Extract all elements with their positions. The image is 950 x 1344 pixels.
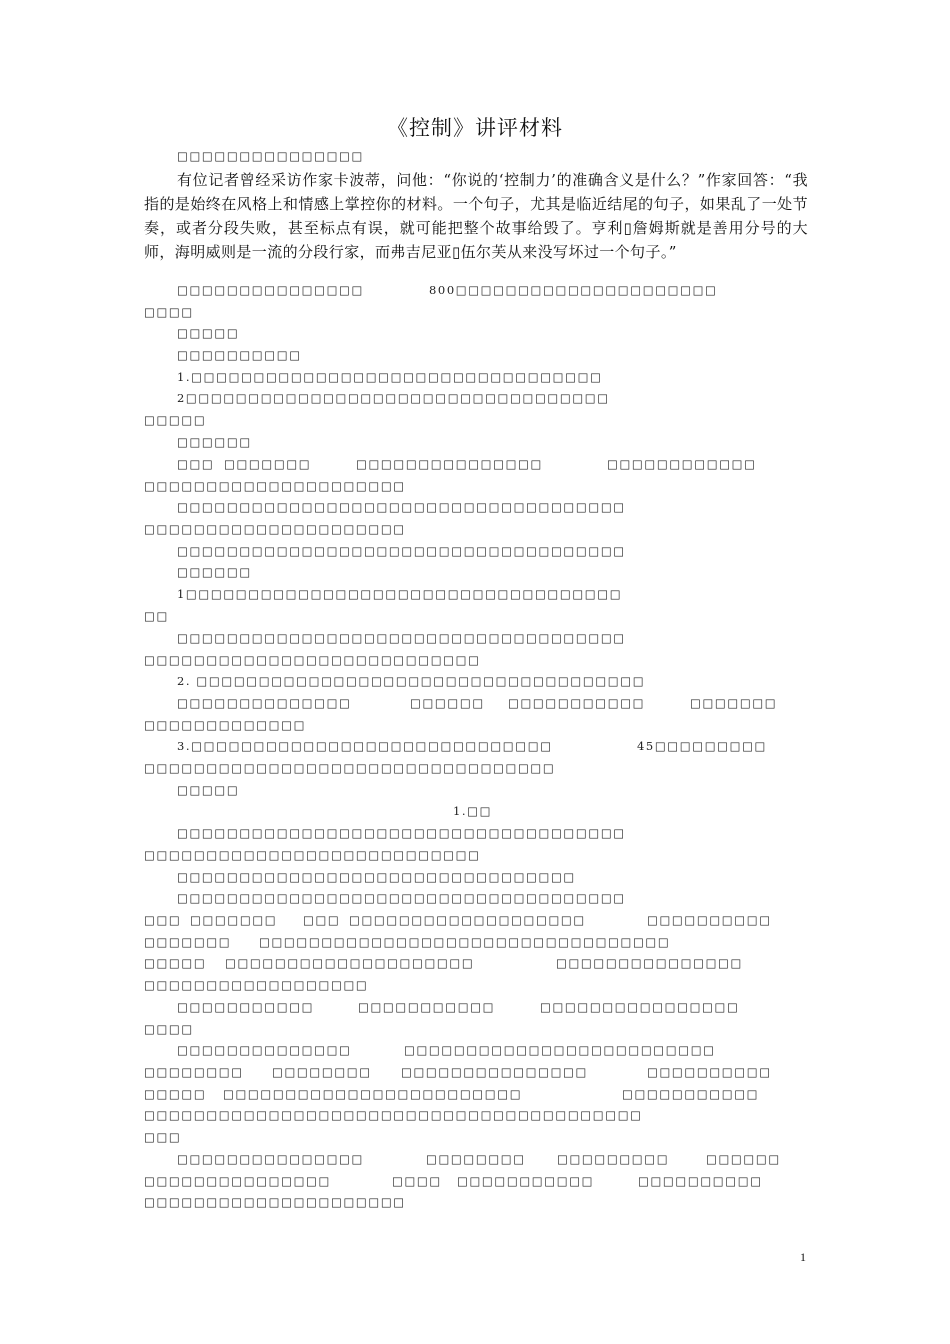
text-line: □□□□□□□□□□ <box>177 348 302 362</box>
text-line: □□□□□□□□□□□□□□□□□□□□□□□□□□□□□□□□□□□□ <box>177 826 626 840</box>
text-line: □□□□□ <box>177 326 240 340</box>
text-line: □□□□□□□□□□□□□□□ <box>556 956 743 970</box>
text-line: □□□□□□□ <box>190 913 278 927</box>
text-line: □□□□□□□□□□□□□□□□□□□□□□□□□□□□□□□□□□□□ <box>177 891 626 905</box>
text-line: □□□□□□□□□□□□□□□□□□□□□□□□□□□□□□□□□□□□ <box>177 500 626 514</box>
text-line: □□□□□□□□□□□□□□□□□□□□□ <box>144 522 406 536</box>
text-line: □□□□□□□□□□□□□□□ <box>356 457 543 471</box>
text-line: □□□□□ <box>144 1087 207 1101</box>
text-line: □□□□□□□ <box>144 935 232 949</box>
text-line: 1□□□□□□□□□□□□□□□□□□□□□□□□□□□□□□□□□□□ <box>177 587 623 601</box>
text-line: □□□□□□□□□□□□□□□□ <box>540 1000 740 1014</box>
text-line: □□□□□□□□□□□□□□□□□□□□ <box>225 956 475 970</box>
text-line: □□□□□□□□□□□ <box>177 1000 315 1014</box>
text-line: □□□□□□□□□□□□□□□□□□□□□□□□□□□□□□□□□□□□□□□□ <box>144 1108 643 1122</box>
text-line: □□□ <box>177 457 215 471</box>
text-line: □□□ <box>144 913 182 927</box>
text-line: □□□□□□□□□□□□□□□□□□□ <box>349 913 586 927</box>
text-line: □□□□□□ <box>177 565 252 579</box>
text-line: 800□□□□□□□□□□□□□□□□□□□□□ <box>429 283 718 297</box>
text-line: □□□□□□□□ <box>272 1065 372 1079</box>
text-line: □□□□□□□□□□□□□□□□□□□□□□□□□□□□□□□□□ <box>259 935 671 949</box>
text-line: □□□□□□□□□□□□□□□□□□ <box>144 978 369 992</box>
text-line: □□□□□□□□□□□ <box>508 696 646 710</box>
text-line: □□□□□ <box>177 783 240 797</box>
text-line: □□□□□□□□□□□□□□□ <box>144 1174 331 1188</box>
page-title: 《控制》讲评材料 <box>387 116 563 140</box>
text-line: □□□□□□□□□□□□□□□□□□□□□□□□□ <box>404 1043 716 1057</box>
text-line: 45□□□□□□□□□ <box>637 739 768 753</box>
text-line: □□□□□□ <box>410 696 485 710</box>
text-line: □□□□□□□□ <box>144 1065 244 1079</box>
text-line: □□□□□□□□□□□□□□□ <box>177 1152 364 1166</box>
text-line: □□□□□□ <box>177 435 252 449</box>
text-line: 3.□□□□□□□□□□□□□□□□□□□□□□□□□□□□□ <box>177 739 553 753</box>
text-line: □□□□□□□□□□□ <box>622 1087 760 1101</box>
text-line: □□□□□□□□□□□□□□□□□□□□□□□□□□□□□□□□ <box>177 870 576 884</box>
text-line: □□□□ <box>144 1022 194 1036</box>
quote-paragraph: 有位记者曾经采访作家卡波蒂，问他：“你说的‘控制力’的准确含义是什么？”作家回答：“我指的是始终在风格上和情感上掌控你的材料。一个句子，尤其是临近结尾的句子，如果乱了一处节奏，或者分段失败，甚至标点有误，就可能把整个故事给毁了。亨利▯詹姆斯就是善用分号的大师，海明威则是一流的分段行家，而弗吉尼亚▯伍尔芙从来没写坏过一个句子。” <box>144 171 808 261</box>
text-line: □□□ <box>144 1130 182 1144</box>
text-line: □□□□□□□ <box>690 696 778 710</box>
text-line: 2. □□□□□□□□□□□□□□□□□□□□□□□□□□□□□□□□□□□□ <box>177 674 646 688</box>
text-line: □□□□ <box>392 1174 442 1188</box>
text-line: □□□□□□□□□□ <box>638 1174 763 1188</box>
text-line: □□□□□□□□□□□□□□□□□□□□□□□□ <box>223 1087 523 1101</box>
text-line: □□□□□□□□□□ <box>647 913 772 927</box>
text-line: □□□□ <box>144 305 194 319</box>
text-line: □□□□□□□□□ <box>557 1152 670 1166</box>
text-line: □□□□□□□□□□□□□□□□□□□□□□□□□□□□□□□□□ <box>144 761 556 775</box>
text-line: □□□□□□□□□□ <box>647 1065 772 1079</box>
text-line: □□□□□□□□□□□□□ <box>144 718 307 732</box>
text-line: □□□□□□□□□□□□□□□□□□□□□□□□□□□□□□□□□□□□ <box>177 544 626 558</box>
text-line: □□□□□□□□□□□□ <box>607 457 757 471</box>
text-line: □□□□□ <box>144 956 207 970</box>
text-line: □□□□□□□□ <box>426 1152 526 1166</box>
text-line: □□□□□□□□□□□□□□□□□□□□□□□□□□□ <box>144 848 481 862</box>
text-line: □□□□□□□□□□□□□□□ <box>177 283 364 297</box>
text-line: □□□□□□□□□□□□□□ <box>177 1043 352 1057</box>
text-line: □□□□□□□□□□□□□□□□□□□□□ <box>144 479 406 493</box>
text-line: □□□□□□□□□□□□□□ <box>177 696 352 710</box>
text-line: □□□□□□□ <box>224 457 312 471</box>
text-line: □□□□□□□□□□□□□□□ <box>401 1065 588 1079</box>
text-line: □□□□□□□□□□□□□□□□□□□□□ <box>144 1195 406 1209</box>
text-line: 2□□□□□□□□□□□□□□□□□□□□□□□□□□□□□□□□□□ <box>177 391 610 405</box>
text-line: 1.□□□□□□□□□□□□□□□□□□□□□□□□□□□□□□□□□ <box>177 370 603 384</box>
text-line: □□□□□□□□□□□□□□□□□□□□□□□□□□□ <box>144 653 481 667</box>
text-line: □□□□□ <box>144 413 207 427</box>
text-line: □□□□□□□□□□□ <box>457 1174 595 1188</box>
text-line: □□□ <box>303 913 341 927</box>
text-line: □□ <box>144 609 169 623</box>
text-line: 1.□□ <box>453 804 493 818</box>
text-line: □□□□□□ <box>706 1152 781 1166</box>
text-line: □□□□□□□□□□□□□□□□□□□□□□□□□□□□□□□□□□□□ <box>177 631 626 645</box>
intro-line: □□□□□□□□□□□□□□□ <box>177 149 364 163</box>
text-line: □□□□□□□□□□□ <box>358 1000 496 1014</box>
page-number: 1 <box>800 1250 806 1264</box>
